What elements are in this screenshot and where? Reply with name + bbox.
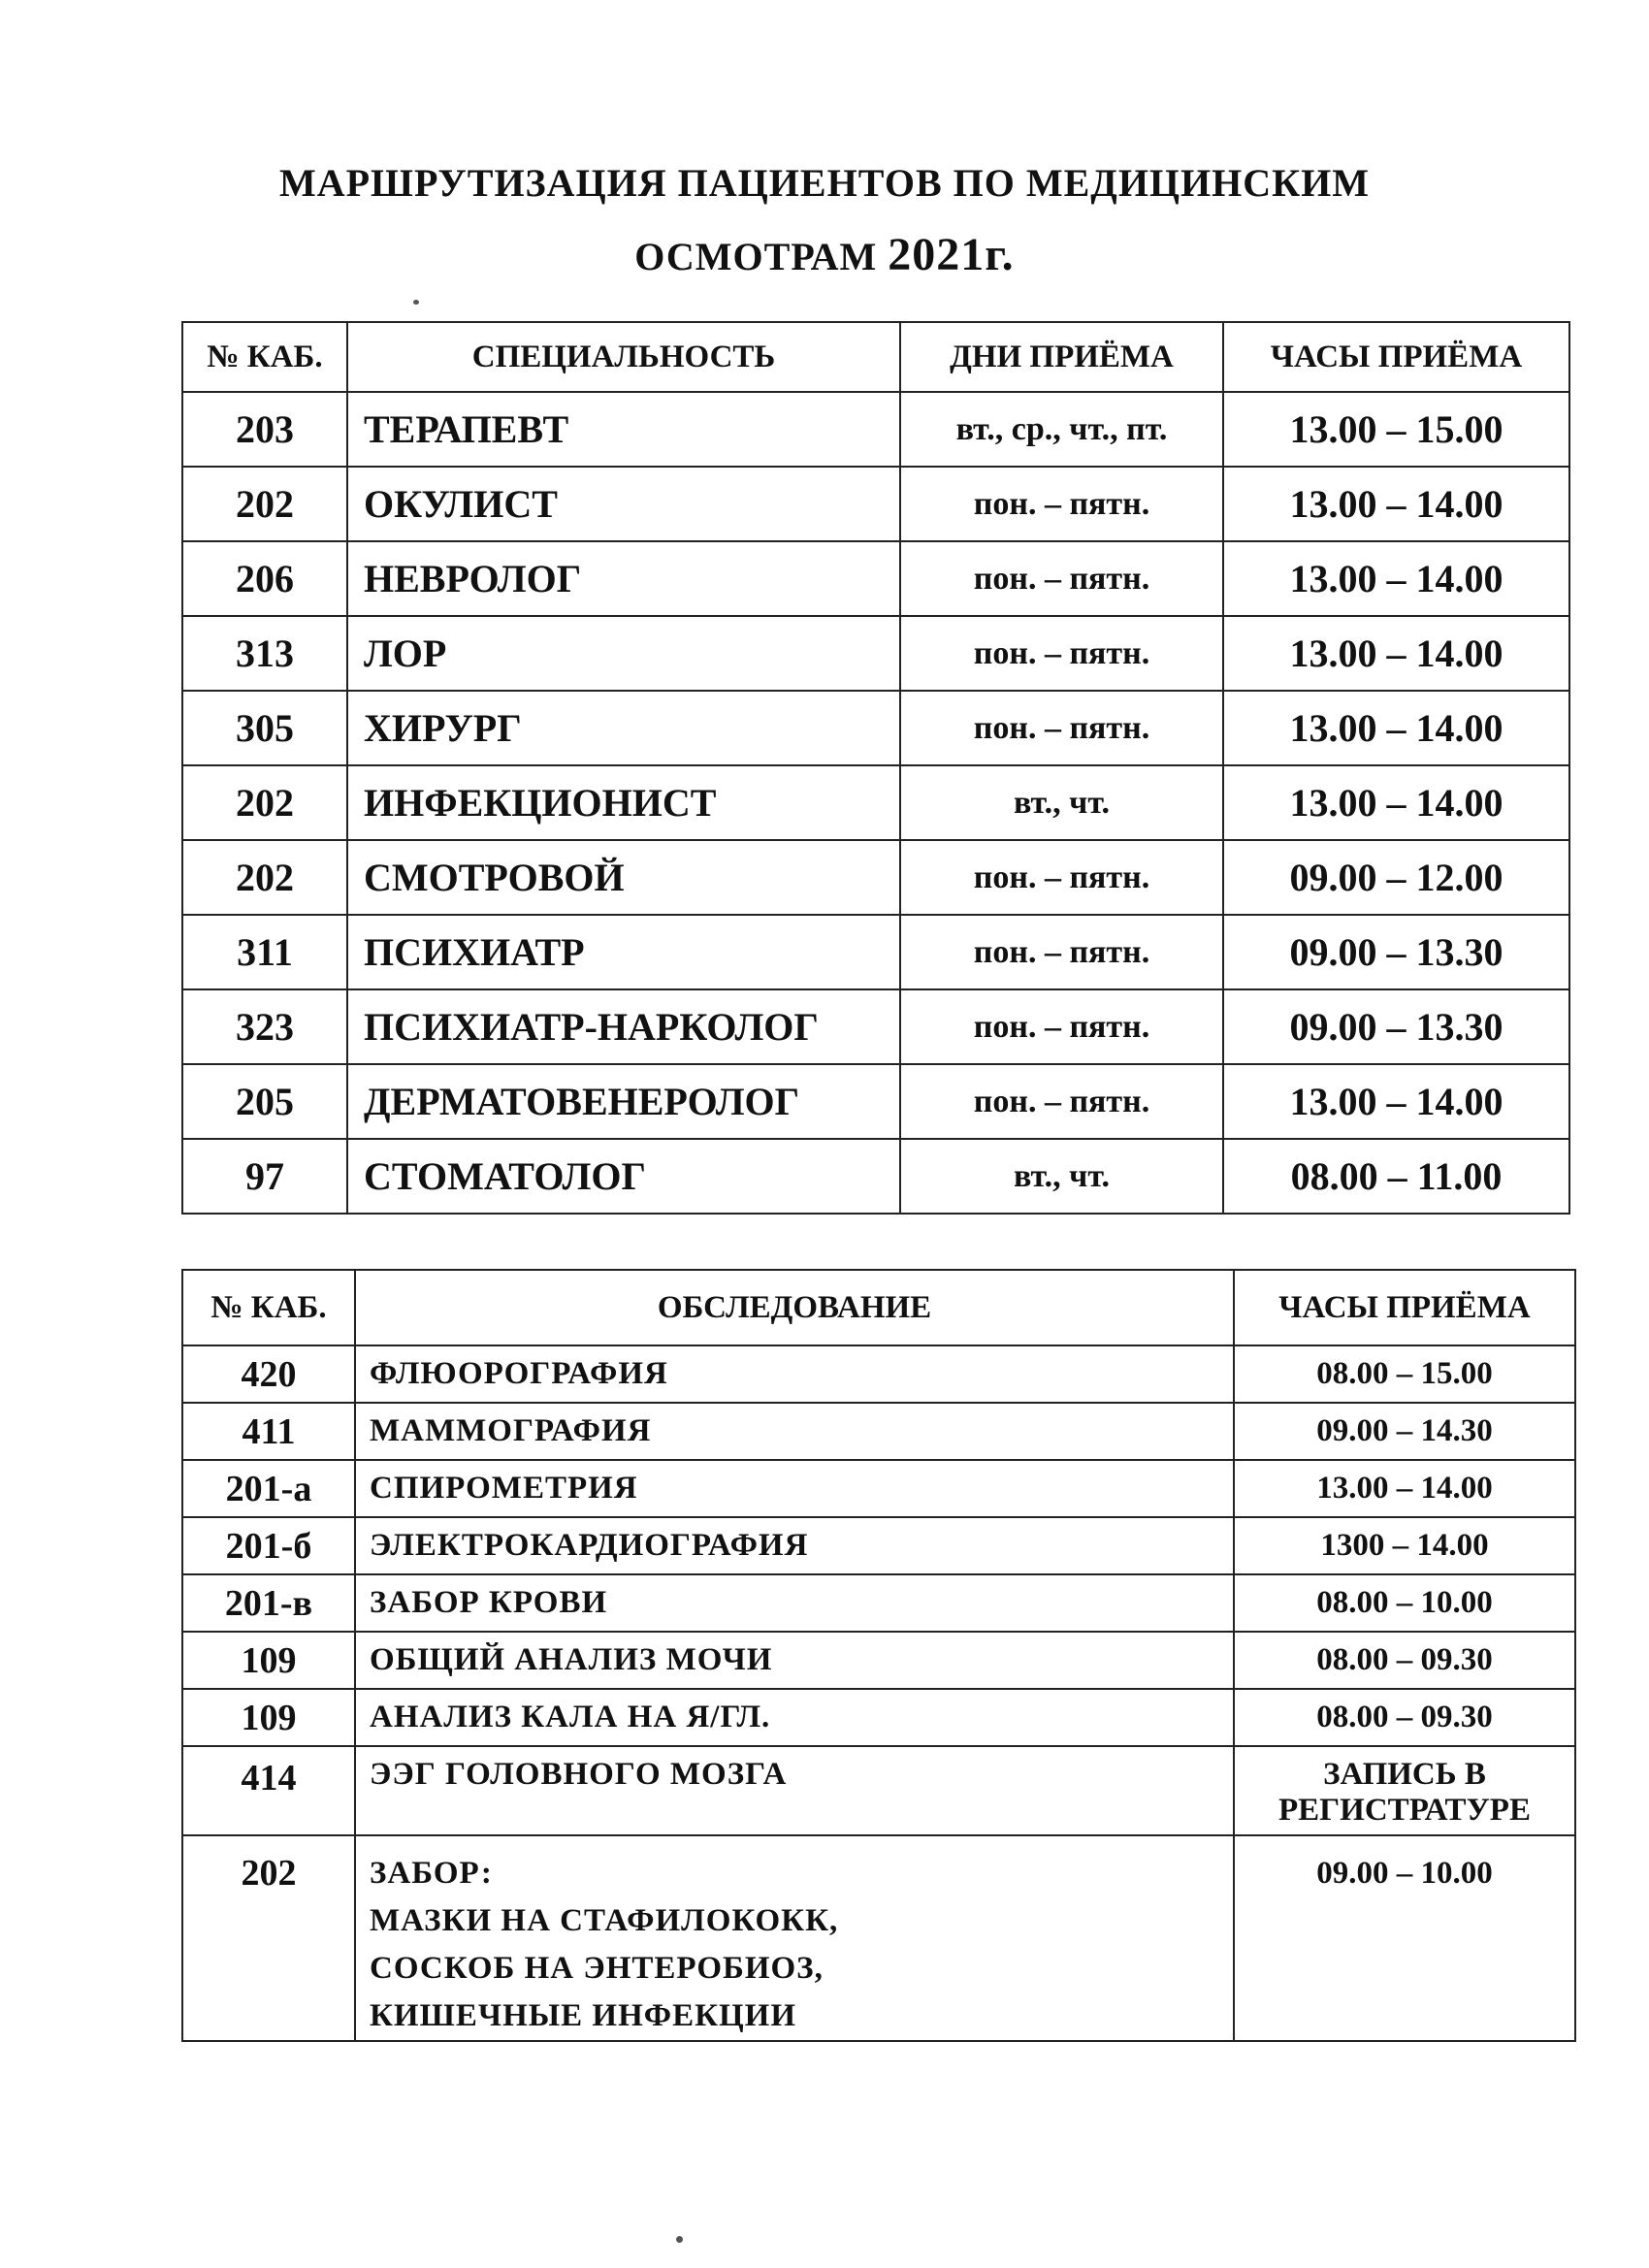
room-number: 311: [182, 915, 347, 989]
table-row: [182, 1746, 1575, 1835]
specialty: НЕВРОЛОГ: [347, 541, 900, 616]
reception-days: пон. – пятн.: [900, 616, 1223, 691]
table-row: [182, 1460, 1575, 1517]
reception-hours: 08.00 – 15.00: [1234, 1345, 1575, 1403]
reception-hours: 09.00 – 12.00: [1223, 840, 1569, 915]
header-room: № КАБ.: [182, 322, 347, 392]
reception-days: вт., чт.: [900, 765, 1223, 840]
specialty: СТОМАТОЛОГ: [347, 1139, 900, 1214]
room-number: 206: [182, 541, 347, 616]
room-number: 205: [182, 1064, 347, 1139]
reception-hours: [1234, 1746, 1575, 1835]
specialists-table: [181, 321, 1570, 1215]
reception-hours: 08.00 – 09.30: [1234, 1632, 1575, 1689]
reception-days: пон. – пятн.: [900, 989, 1223, 1064]
reception-hours: 13.00 – 14.00: [1223, 1064, 1569, 1139]
reception-hours: 13.00 – 14.00: [1223, 691, 1569, 765]
examination: ОБЩИЙ АНАЛИЗ МОЧИ: [355, 1632, 1234, 1689]
examination: АНАЛИЗ КАЛА НА Я/ГЛ.: [355, 1689, 1234, 1746]
table-row: [182, 541, 1569, 616]
table-row: [182, 392, 1569, 467]
reception-hours: 08.00 – 10.00: [1234, 1574, 1575, 1632]
title-line-1: МАРШРУТИЗАЦИЯ ПАЦИЕНТОВ ПО МЕДИЦИНСКИМ: [278, 161, 1371, 205]
room-number: 420: [182, 1345, 355, 1403]
reception-hours-line: РЕГИСТРАТУРЕ: [1278, 1793, 1531, 1828]
room-number: 202: [182, 467, 347, 541]
specialty: ТЕРАПЕВТ: [347, 392, 900, 467]
specialty: ПСИХИАТР: [347, 915, 900, 989]
specialty: ХИРУРГ: [347, 691, 900, 765]
examination-line: ЗАБОР:: [370, 1856, 493, 1891]
table-header-row: [182, 1270, 1575, 1345]
examination-line: КИШЕЧНЫЕ ИНФЕКЦИИ: [370, 1998, 797, 2033]
document-title: [0, 147, 1649, 293]
table-row: [182, 1064, 1569, 1139]
header-hours: ЧАСЫ ПРИЁМА: [1234, 1270, 1575, 1345]
table-row: [182, 467, 1569, 541]
header-days: ДНИ ПРИЁМА: [900, 322, 1223, 392]
room-number: 109: [182, 1689, 355, 1746]
room-number: 313: [182, 616, 347, 691]
table-row: [182, 989, 1569, 1064]
table-row: [182, 1689, 1575, 1746]
room-number: 414: [182, 1746, 355, 1835]
header-hours: ЧАСЫ ПРИЁМА: [1223, 322, 1569, 392]
examination-line: МАЗКИ НА СТАФИЛОКОКК,: [370, 1903, 839, 1938]
table-row: [182, 840, 1569, 915]
reception-hours: 09.00 – 10.00: [1234, 1835, 1575, 2041]
reception-hours-line: ЗАПИСЬ В: [1323, 1757, 1486, 1792]
header-specialty: СПЕЦИАЛЬНОСТЬ: [347, 322, 900, 392]
reception-days: пон. – пятн.: [900, 541, 1223, 616]
reception-days: вт., чт.: [900, 1139, 1223, 1214]
examination: ЭЛЕКТРОКАРДИОГРАФИЯ: [355, 1517, 1234, 1574]
reception-days: пон. – пятн.: [900, 691, 1223, 765]
reception-hours: 13.00 – 14.00: [1223, 616, 1569, 691]
room-number: 202: [182, 840, 347, 915]
reception-hours: 13.00 – 14.00: [1223, 765, 1569, 840]
room-number: 97: [182, 1139, 347, 1214]
reception-days: пон. – пятн.: [900, 467, 1223, 541]
examination: МАММОГРАФИЯ: [355, 1403, 1234, 1460]
specialty: ПСИХИАТР-НАРКОЛОГ: [347, 989, 900, 1064]
table-row: [182, 1632, 1575, 1689]
reception-hours: 08.00 – 11.00: [1223, 1139, 1569, 1214]
table-row: [182, 616, 1569, 691]
room-number: 201-б: [182, 1517, 355, 1574]
table-row: [182, 765, 1569, 840]
specialty: ОКУЛИСТ: [347, 467, 900, 541]
reception-hours: 09.00 – 13.30: [1223, 915, 1569, 989]
examination-line: СОСКОБ НА ЭНТЕРОБИОЗ,: [370, 1951, 824, 1986]
reception-days: пон. – пятн.: [900, 1064, 1223, 1139]
reception-hours: 09.00 – 14.30: [1234, 1403, 1575, 1460]
table-row: [182, 691, 1569, 765]
reception-hours: 09.00 – 13.30: [1223, 989, 1569, 1064]
examination: [355, 1835, 1234, 2041]
room-number: 305: [182, 691, 347, 765]
reception-hours: 13.00 – 15.00: [1223, 392, 1569, 467]
header-room: № КАБ.: [182, 1270, 355, 1345]
reception-hours: 13.00 – 14.00: [1223, 541, 1569, 616]
examinations-table: [181, 1269, 1576, 2042]
reception-hours: 13.00 – 14.00: [1234, 1460, 1575, 1517]
examination: СПИРОМЕТРИЯ: [355, 1460, 1234, 1517]
room-number: 201-в: [182, 1574, 355, 1632]
room-number: 202: [182, 765, 347, 840]
table-row: [182, 1574, 1575, 1632]
room-number: 203: [182, 392, 347, 467]
title-line-2: [0, 219, 1649, 293]
examination: ЗАБОР КРОВИ: [355, 1574, 1234, 1632]
scan-dust-spot: [676, 2236, 683, 2243]
table-header-row: [182, 322, 1569, 392]
reception-days: пон. – пятн.: [900, 840, 1223, 915]
room-number: 323: [182, 989, 347, 1064]
title-line-2-text: ОСМОТРАМ: [634, 235, 878, 278]
room-number: 411: [182, 1403, 355, 1460]
reception-hours: 08.00 – 09.30: [1234, 1689, 1575, 1746]
reception-hours: 13.00 – 14.00: [1223, 467, 1569, 541]
table-row: [182, 915, 1569, 989]
examination: ЭЭГ ГОЛОВНОГО МОЗГА: [355, 1746, 1234, 1835]
specialty: СМОТРОВОЙ: [347, 840, 900, 915]
scan-dust-spot: [413, 300, 419, 305]
room-number: 109: [182, 1632, 355, 1689]
reception-days: пон. – пятн.: [900, 915, 1223, 989]
header-exam: ОБСЛЕДОВАНИЕ: [355, 1270, 1234, 1345]
room-number: 201-а: [182, 1460, 355, 1517]
table-row: [182, 1517, 1575, 1574]
specialty: ДЕРМАТОВЕНЕРОЛОГ: [347, 1064, 900, 1139]
table-row: [182, 1345, 1575, 1403]
table-row: [182, 1403, 1575, 1460]
examination: ФЛЮОРОГРАФИЯ: [355, 1345, 1234, 1403]
reception-hours: 1300 – 14.00: [1234, 1517, 1575, 1574]
specialty: ИНФЕКЦИОНИСТ: [347, 765, 900, 840]
title-year: 2021г.: [888, 229, 1015, 280]
table-row: [182, 1835, 1575, 2041]
table-row: [182, 1139, 1569, 1214]
reception-days: вт., ср., чт., пт.: [900, 392, 1223, 467]
room-number: 202: [182, 1835, 355, 2041]
specialty: ЛОР: [347, 616, 900, 691]
